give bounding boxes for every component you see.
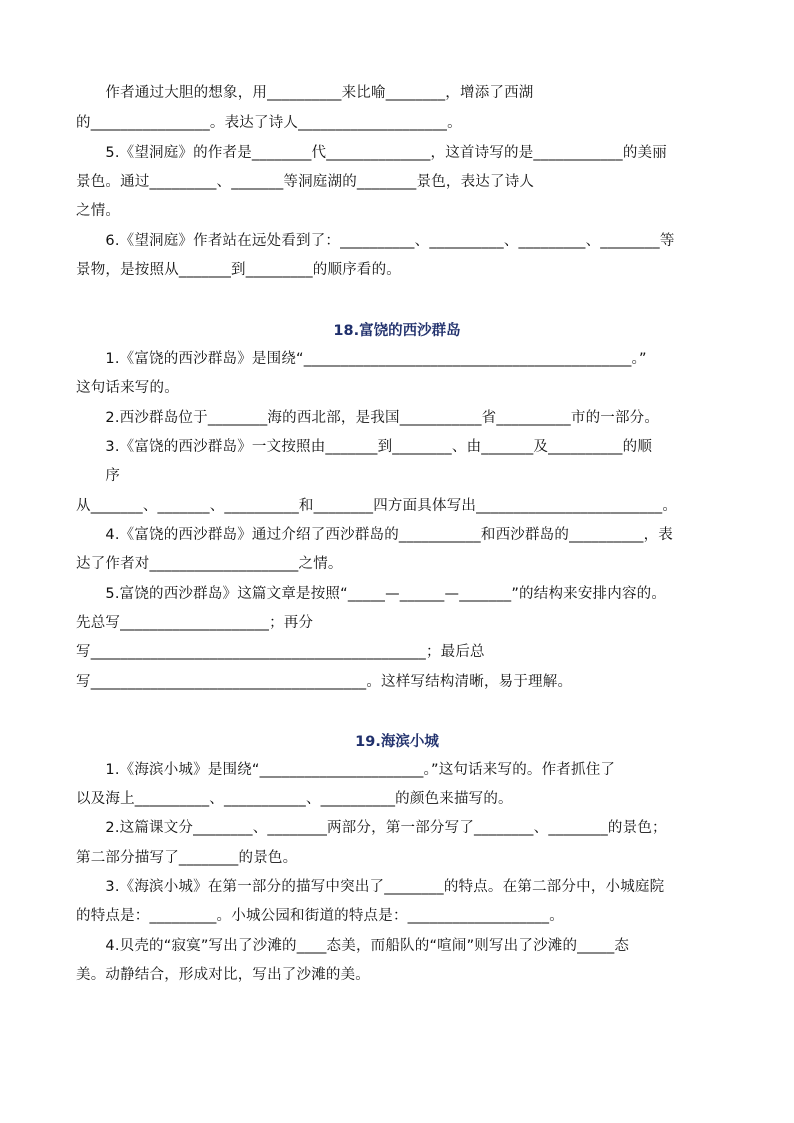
text-line: 达了作者对____________________之情。 [76, 556, 343, 572]
text-line: 这句话来写的。 [76, 380, 179, 396]
text-line: 5.富饶的西沙群岛》这篇文章是按照“_____—______—_______”的结构来安排内容的。 [76, 586, 667, 602]
text-line: 序 [76, 468, 121, 484]
text-line: 4.《富饶的西沙群岛》通过介绍了西沙群岛的___________和西沙群岛的__________，表 [76, 527, 673, 543]
text-line: 以及海上__________、___________、__________的颜色来描写的。 [76, 791, 513, 807]
text-line: 写_____________________________________________；最后总 [76, 644, 485, 660]
text-line: 作者通过大胆的想象，用__________来比喻________，增添了西湖 [76, 85, 534, 101]
text-line: 的________________。表达了诗人____________________。 [76, 115, 462, 131]
text-line: 美。动静结合，形成对比，写出了沙滩的美。 [76, 967, 370, 983]
text-line: 6.《望洞庭》作者站在远处看到了：__________、__________、_________、________等 [76, 233, 675, 249]
text-line: 景物，是按照从_______到_________的顺序看的。 [76, 262, 401, 278]
text-line: 2.这篇课文分________、________两部分，第一部分写了________、________的景色； [76, 820, 667, 836]
text-line: 的特点是：_________。小城公园和街道的特点是：___________________。 [76, 908, 564, 924]
text-line: 先总写____________________；再分 [76, 615, 314, 631]
text-line: 写_____________________________________。这样写结构清晰，易于理解。 [76, 674, 573, 690]
text-line: 3.《海滨小城》在第一部分的描写中突出了________的特点。在第二部分中，小城庭院 [76, 879, 665, 895]
text-line: 1.《富饶的西沙群岛》是围绕“____________________________________________。” [76, 351, 647, 367]
text-line: 之情。 [76, 203, 121, 219]
section-heading: 18.富饶的西沙群岛 [333, 323, 461, 339]
text-line: 1.《海滨小城》是围绕“______________________。”这句话来写的。作者抓住了 [76, 762, 616, 778]
text-line: 2.西沙群岛位于________海的西北部，是我国___________省__________市的一部分。 [76, 410, 660, 426]
text-line: 第二部分描写了________的景色。 [76, 850, 298, 866]
text-line: 4.贝壳的“寂寞”写出了沙滩的____态美，而船队的“喧闹”则写出了沙滩的_____态 [76, 938, 630, 954]
text-line: 从_______、_______、__________和________四方面具体写出_________________________。 [76, 498, 678, 514]
section-heading: 19.海滨小城 [355, 734, 439, 750]
text-line: 景色。通过_________、_______等洞庭湖的________景色，表达了诗人 [76, 174, 535, 190]
text-line: 3.《富饶的西沙群岛》一文按照由_______到________、由_______及__________的顺 [76, 439, 653, 455]
text-line: 5.《望洞庭》的作者是________代______________，这首诗写的是____________的美丽 [76, 145, 667, 161]
